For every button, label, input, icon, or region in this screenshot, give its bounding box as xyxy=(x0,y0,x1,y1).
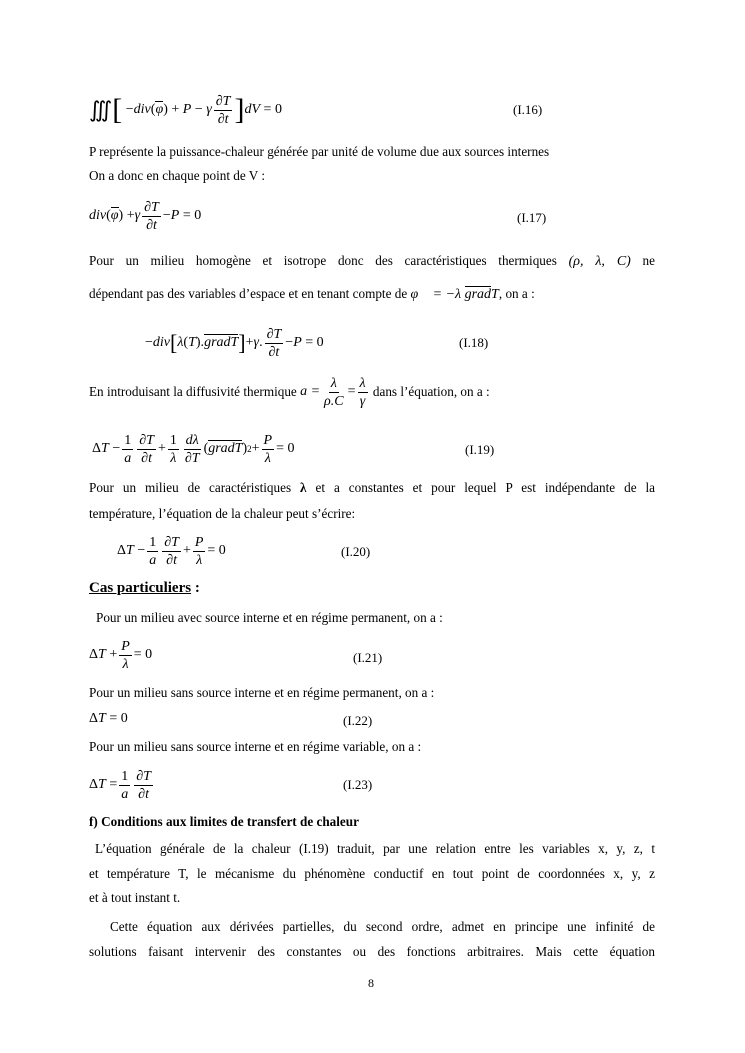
equation-i22: ΔT = 0 xyxy=(89,711,128,726)
paragraph-p4: dépendant pas des variables d’espace et en tenant compte de φ⃗ = −λ gradT, on a : xyxy=(89,286,535,302)
equation-i17: div ( φ ) + γ $\frac{\partial T}{\partial t}$ − P = 0 xyxy=(89,199,202,233)
paragraph-p1: P représente la puissance-chaleur générée par unité de volume due aux sources internes xyxy=(89,144,550,159)
page-number: 8 xyxy=(368,976,374,990)
paragraph-p3: Pour un milieu homogène et isotrope donc des caractéristiques thermiques (ρ, λ, C) ne xyxy=(89,253,655,269)
equation-number-i16: (I.16) xyxy=(513,102,543,117)
paragraph-f5: solutions faisant intervenir des constantes ou des fonctions arbitraires. Mais cette équation xyxy=(89,944,655,959)
paragraph-f2: et température T, le mécanisme du phénomène conductif en tout point de coordonnées x, y, z xyxy=(89,866,655,881)
paragraph-f3: et à tout instant t. xyxy=(89,890,181,905)
equation-i16: ∭ [ −div(φ) + P − γ $\frac{\partial T}{\partial t}$ ] dV = 0 xyxy=(89,93,282,127)
equation-i18: − div [ λ ( T ). gradT ] + γ . $\frac{\partial T}{\partial t}$ − P = 0 xyxy=(145,326,324,360)
equation-i19: Δ T − $\frac{1}{a}$ $\frac{\partial T}{\partial t}$ + $\frac{1}{\lambda}$ $\frac{d\lambda}{\partial T}$ ( gradT ) 2 + $\frac{P}{\lambda}$ = 0 xyxy=(92,432,295,466)
paragraph-f1: L’équation générale de la chaleur (I.19) traduit, par une relation entre les variables x, y, z, t xyxy=(95,841,655,856)
equation-number-i23: (I.23) xyxy=(343,777,373,792)
paragraph-p2: On a donc en chaque point de V : xyxy=(89,168,266,183)
paragraph-p6: Pour un milieu de caractéristiques λ et a constantes et pour lequel P est indépendante de la xyxy=(89,480,656,495)
section-heading-f: f) Conditions aux limites de transfert de chaleur xyxy=(89,814,359,829)
paragraph-c1: Pour un milieu avec source interne et en régime permanent, on a : xyxy=(96,610,443,625)
paragraph-c2: Pour un milieu sans source interne et en régime permanent, on a : xyxy=(89,685,435,700)
equation-number-i22: (I.22) xyxy=(343,713,373,728)
paragraph-p5: En introduisant la diffusivité thermique a = $\frac{\lambda}{\rho.C}$ = $\frac{\lambda}{\gamma}$ dans l’équation, on a : xyxy=(89,375,490,409)
section-heading-cas-particuliers: Cas particuliers : xyxy=(89,580,200,596)
inline-math-phi-grad: φ⃗ = −λ gradT xyxy=(410,287,499,302)
paragraph-f4: Cette équation aux dérivées partielles, du second ordre, admet en principe une infinité de xyxy=(110,919,655,934)
inline-math-rho-lambda-c: (ρ, λ, C) xyxy=(568,254,631,269)
paragraph-c3: Pour un milieu sans source interne et en régime variable, on a : xyxy=(89,739,422,754)
equation-number-i21: (I.21) xyxy=(353,650,383,665)
equation-i20: Δ T − $\frac{1}{a}$ $\frac{\partial T}{\partial t}$ + $\frac{P}{\lambda}$ = 0 xyxy=(117,534,226,568)
paragraph-p7: température, l’équation de la chaleur peut s’écrire: xyxy=(89,506,356,521)
equation-i23: Δ T = $\frac{1}{a}$ $\frac{\partial T}{\partial t}$ xyxy=(89,768,151,802)
equation-number-i19: (I.19) xyxy=(465,442,495,457)
equation-number-i18: (I.18) xyxy=(459,335,489,350)
equation-i21: Δ T + $\frac{P}{\lambda}$ = 0 xyxy=(89,638,153,672)
equation-number-i17: (I.17) xyxy=(517,210,547,225)
equation-number-i20: (I.20) xyxy=(341,544,371,559)
